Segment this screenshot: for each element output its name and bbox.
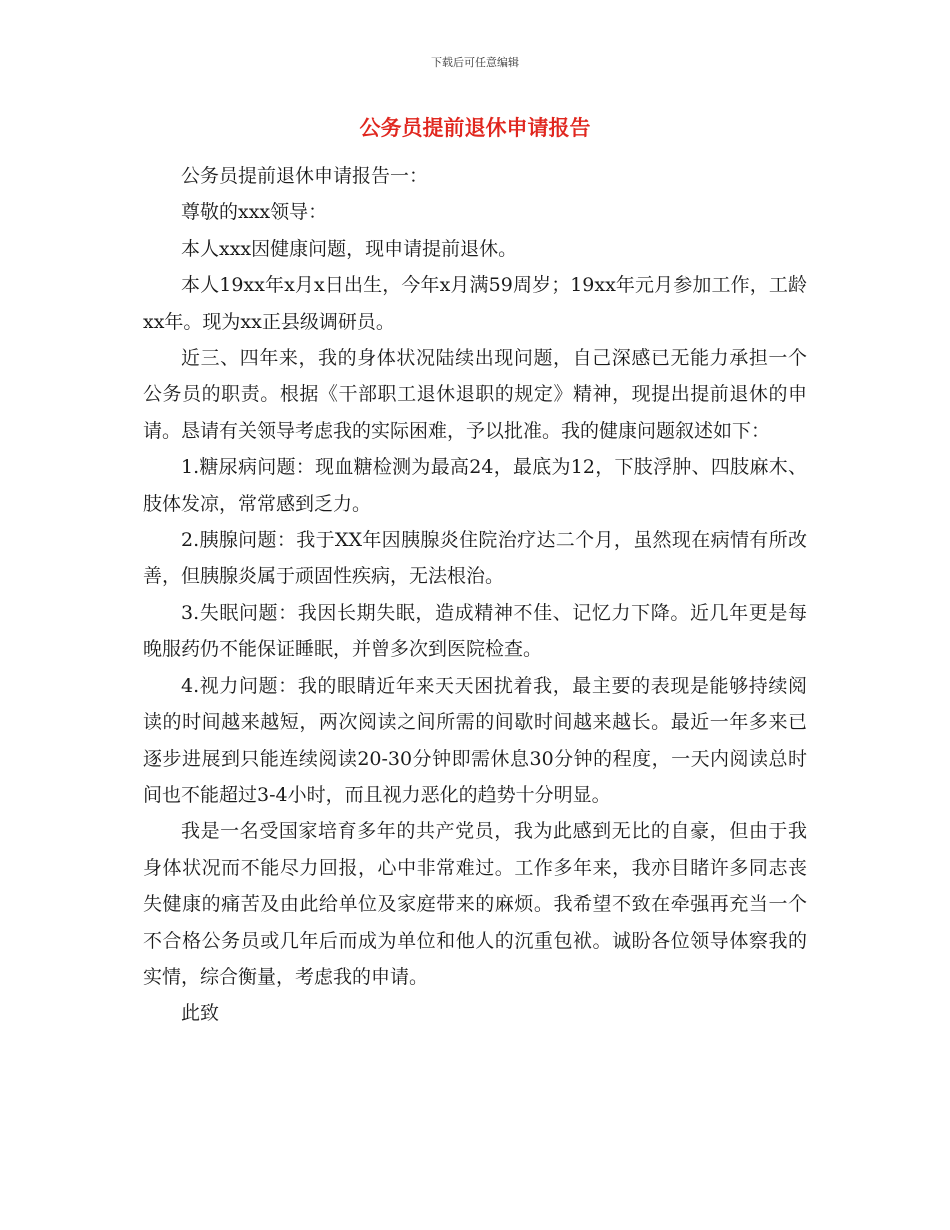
page-header: 下载后可任意编辑 [431,56,519,69]
document-title: 公务员提前退休申请报告 [359,116,591,140]
paragraph-insomnia: 3.失眠问题：我因长期失眠，造成精神不佳、记忆力下降。近几年更是每晚服药仍不能保证睡眠，并曾多次到医院检查。 [143,601,807,661]
paragraph-diabetes: 1.糖尿病问题：现血糖检测为最高24，最底为12，下肢浮肿、四肢麻木、肢体发凉，常常感到乏力。 [143,456,807,515]
document-body [143,158,807,1032]
paragraph-request: 本人xxx因健康问题，现申请提前退休。 [181,237,518,260]
paragraph-report-heading: 公务员提前退休申请报告一： [181,165,429,187]
paragraph-personal-info: 本人19xx年x月x日出生，今年x月满59周岁；19xx年元月参加工作，工龄xx年。现为xx正县级调研员。 [143,274,807,333]
paragraph-reason: 近三、四年来，我的身体状况陆续出现问题，自己深感已无能力承担一个公务员的职责。根据《干部职工退休退职的规定》精神，现提出提前退休的申请。恳请有关领导考虑我的实际困难，予以批准。我的健康问题叙述如下： [143,347,807,442]
paragraph-cizhi: 此致 [181,1002,220,1025]
paragraph-pancreas: 2.胰腺问题：我于XX年因胰腺炎住院治疗达二个月，虽然现在病情有所改善，但胰腺炎属于顽固性疾病，无法根治。 [143,529,807,588]
paragraph-salutation: 尊敬的xxx领导： [181,201,328,224]
paragraph-vision: 4.视力问题：我的眼睛近年来天天困扰着我，最主要的表现是能够持续阅读的时间越来越短，两次阅读之间所需的间歇时间越来越长。最近一年多来已逐步进展到只能连续阅读20-30分钟即需休息30分钟的程度，一天内阅读总时间也不能超过3-4小时，而且视力恶化的趋势十分明显。 [143,674,807,806]
paragraph-closing-statement: 我是一名受国家培育多年的共产党员，我为此感到无比的自豪，但由于我身体状况而不能尽力回报，心中非常难过。工作多年来，我亦目睹许多同志丧失健康的痛苦及由此给单位及家庭带来的麻烦。我希望不致在牵强再充当一个不合格公务员或几年后而成为单位和他人的沉重包袱。诚盼各位领导体察我的实情，综合衡量，考虑我的申请。 [143,820,807,988]
